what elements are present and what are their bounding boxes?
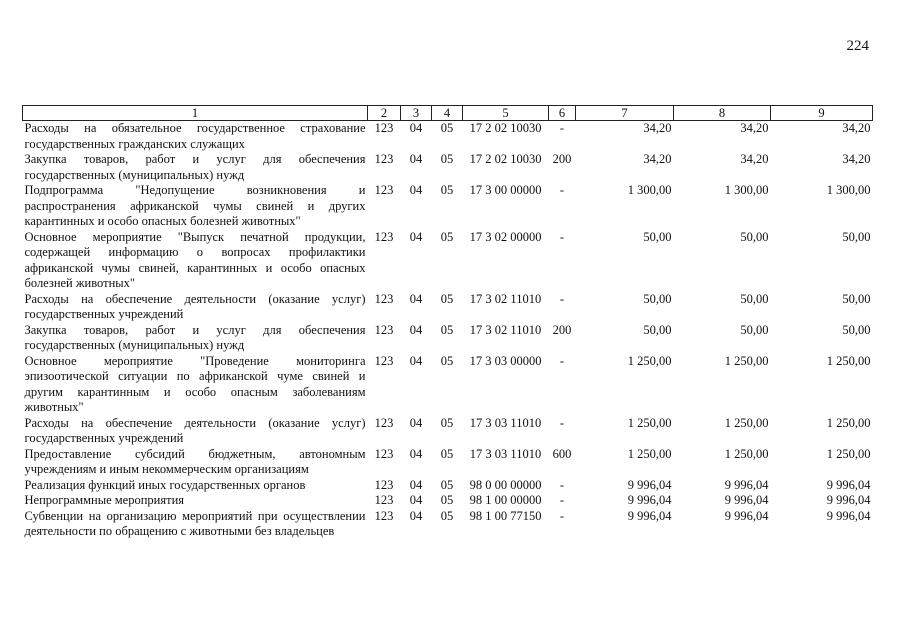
amount-year-1: 1 300,00 (627, 183, 672, 197)
row-name: Основное мероприятие "Выпуск печатной продукции, содержащей информацию о вопросах профилактики африканской чумы свиней, карантинных и особо опасных болезней животных" (24, 229, 366, 290)
code-expense-type: - (559, 353, 565, 368)
code-ministry: 123 (374, 493, 394, 507)
amount-year-1: 34,20 (643, 152, 672, 166)
amount-year-3: 1 250,00 (826, 353, 871, 368)
code-section: 04 (409, 446, 423, 461)
table-row (23, 292, 873, 323)
code-section: 04 (409, 121, 423, 135)
code-subsection: 05 (440, 353, 454, 368)
budget-table (22, 105, 873, 540)
row-name: Реализация функций иных государственных органов (24, 477, 306, 492)
amount-year-2: 9 996,04 (724, 477, 769, 492)
code-expense-type: - (559, 493, 565, 507)
table-row (23, 230, 873, 292)
column-header: 1 (23, 106, 368, 121)
amount-year-2: 50,00 (740, 291, 769, 306)
code-target: 17 3 02 11010 (469, 322, 542, 337)
code-ministry: 123 (374, 183, 394, 197)
code-ministry: 123 (374, 353, 394, 368)
code-target: 98 0 00 00000 (469, 477, 542, 492)
row-name: Расходы на обеспечение деятельности (оказание услуг) государственных учреждений (24, 291, 366, 321)
code-subsection: 05 (440, 152, 454, 166)
code-section: 04 (409, 508, 423, 523)
table-row (23, 493, 873, 509)
code-target: 17 2 02 10030 (469, 152, 542, 166)
amount-year-2: 50,00 (740, 229, 769, 244)
code-ministry: 123 (374, 229, 394, 244)
code-section: 04 (409, 493, 423, 507)
amount-year-2: 1 250,00 (724, 353, 769, 368)
code-ministry: 123 (374, 152, 394, 166)
amount-year-1: 9 996,04 (627, 493, 672, 507)
code-expense-type: 200 (552, 322, 572, 337)
row-name: Расходы на обязательное государственное страхование государственных гражданских служащих (24, 121, 366, 151)
amount-year-3: 50,00 (842, 322, 871, 337)
code-section: 04 (409, 152, 423, 166)
code-expense-type: - (559, 183, 565, 197)
amount-year-3: 34,20 (842, 121, 871, 135)
code-ministry: 123 (374, 477, 394, 492)
table-row (23, 354, 873, 416)
amount-year-3: 50,00 (842, 229, 871, 244)
column-header: 7 (576, 106, 674, 121)
code-expense-type: 200 (552, 152, 572, 166)
amount-year-2: 50,00 (740, 322, 769, 337)
amount-year-1: 34,20 (643, 121, 672, 135)
code-subsection: 05 (440, 415, 454, 430)
code-expense-type: - (559, 121, 565, 135)
code-target: 17 3 03 11010 (469, 415, 542, 430)
code-expense-type: - (559, 229, 565, 244)
code-ministry: 123 (374, 291, 394, 306)
row-name: Закупка товаров, работ и услуг для обеспечения государственных (муниципальных) нужд (24, 152, 366, 182)
code-subsection: 05 (440, 493, 454, 507)
code-ministry: 123 (374, 508, 394, 523)
row-name: Закупка товаров, работ и услуг для обеспечения государственных (муниципальных) нужд (24, 322, 366, 352)
amount-year-2: 1 250,00 (724, 446, 769, 461)
code-ministry: 123 (374, 446, 394, 461)
column-header: 3 (401, 106, 432, 121)
code-section: 04 (409, 415, 423, 430)
code-target: 17 3 03 11010 (469, 446, 542, 461)
amount-year-3: 9 996,04 (826, 508, 871, 523)
code-expense-type: - (559, 291, 565, 306)
table-row (23, 509, 873, 540)
page-number: 224 (846, 38, 869, 54)
table-row (23, 323, 873, 354)
code-target: 98 1 00 00000 (469, 493, 542, 507)
amount-year-3: 9 996,04 (826, 493, 871, 507)
row-name: Непрограммные мероприятия (24, 493, 185, 507)
amount-year-1: 1 250,00 (627, 415, 672, 430)
column-header: 6 (549, 106, 576, 121)
amount-year-3: 50,00 (842, 291, 871, 306)
amount-year-3: 34,20 (842, 152, 871, 166)
amount-year-1: 9 996,04 (627, 508, 672, 523)
amount-year-3: 1 250,00 (826, 446, 871, 461)
table-row (23, 478, 873, 494)
amount-year-2: 1 300,00 (724, 183, 769, 197)
code-subsection: 05 (440, 121, 454, 135)
code-subsection: 05 (440, 183, 454, 197)
code-section: 04 (409, 477, 423, 492)
code-ministry: 123 (374, 415, 394, 430)
code-expense-type: - (559, 415, 565, 430)
code-target: 98 1 00 77150 (469, 508, 542, 523)
row-name: Субвенции на организацию мероприятий при осуществлении деятельности по обращению с животными без владельцев (24, 508, 366, 538)
code-section: 04 (409, 353, 423, 368)
code-ministry: 123 (374, 322, 394, 337)
amount-year-2: 34,20 (740, 152, 769, 166)
amount-year-1: 50,00 (643, 322, 672, 337)
column-header: 2 (368, 106, 401, 121)
code-section: 04 (409, 291, 423, 306)
amount-year-3: 1 300,00 (826, 183, 871, 197)
row-name: Расходы на обеспечение деятельности (оказание услуг) государственных учреждений (24, 415, 366, 445)
code-target: 17 2 02 10030 (469, 121, 542, 135)
amount-year-2: 9 996,04 (724, 493, 769, 507)
column-header: 5 (463, 106, 549, 121)
amount-year-2: 34,20 (740, 121, 769, 135)
code-subsection: 05 (440, 291, 454, 306)
code-expense-type: 600 (552, 446, 572, 461)
row-name: Предоставление субсидий бюджетным, автономным учреждениям и иным некоммерческим организациям (24, 446, 366, 476)
code-subsection: 05 (440, 477, 454, 492)
amount-year-1: 50,00 (643, 229, 672, 244)
code-expense-type: - (559, 477, 565, 492)
code-subsection: 05 (440, 322, 454, 337)
row-name: Подпрограмма "Недопущение возникновения и распространения африканской чумы свиней и других карантинных и особо опасных болезней животных" (24, 183, 366, 228)
amount-year-1: 9 996,04 (627, 477, 672, 492)
code-section: 04 (409, 229, 423, 244)
amount-year-1: 1 250,00 (627, 353, 672, 368)
table-row (23, 416, 873, 447)
row-name: Основное мероприятие "Проведение мониторинга эпизоотической ситуации по африканской чуме свиней и другим карантинным и особо опасным заболеваниям животных" (24, 353, 366, 414)
amount-year-3: 9 996,04 (826, 477, 871, 492)
table-row (23, 183, 873, 230)
code-target: 17 3 00 00000 (469, 183, 542, 197)
code-subsection: 05 (440, 229, 454, 244)
column-header: 4 (432, 106, 463, 121)
amount-year-2: 1 250,00 (724, 415, 769, 430)
code-subsection: 05 (440, 446, 454, 461)
code-section: 04 (409, 322, 423, 337)
amount-year-2: 9 996,04 (724, 508, 769, 523)
code-target: 17 3 02 00000 (469, 229, 542, 244)
code-section: 04 (409, 183, 423, 197)
code-target: 17 3 02 11010 (469, 291, 542, 306)
column-header: 9 (771, 106, 873, 121)
amount-year-3: 1 250,00 (826, 415, 871, 430)
column-header: 8 (674, 106, 771, 121)
code-ministry: 123 (374, 121, 394, 135)
header-row (23, 106, 873, 121)
table-row (23, 447, 873, 478)
table-row (23, 121, 873, 153)
table-row (23, 152, 873, 183)
code-expense-type: - (559, 508, 565, 523)
code-target: 17 3 03 00000 (469, 353, 542, 368)
code-subsection: 05 (440, 508, 454, 523)
amount-year-1: 50,00 (643, 291, 672, 306)
amount-year-1: 1 250,00 (627, 446, 672, 461)
